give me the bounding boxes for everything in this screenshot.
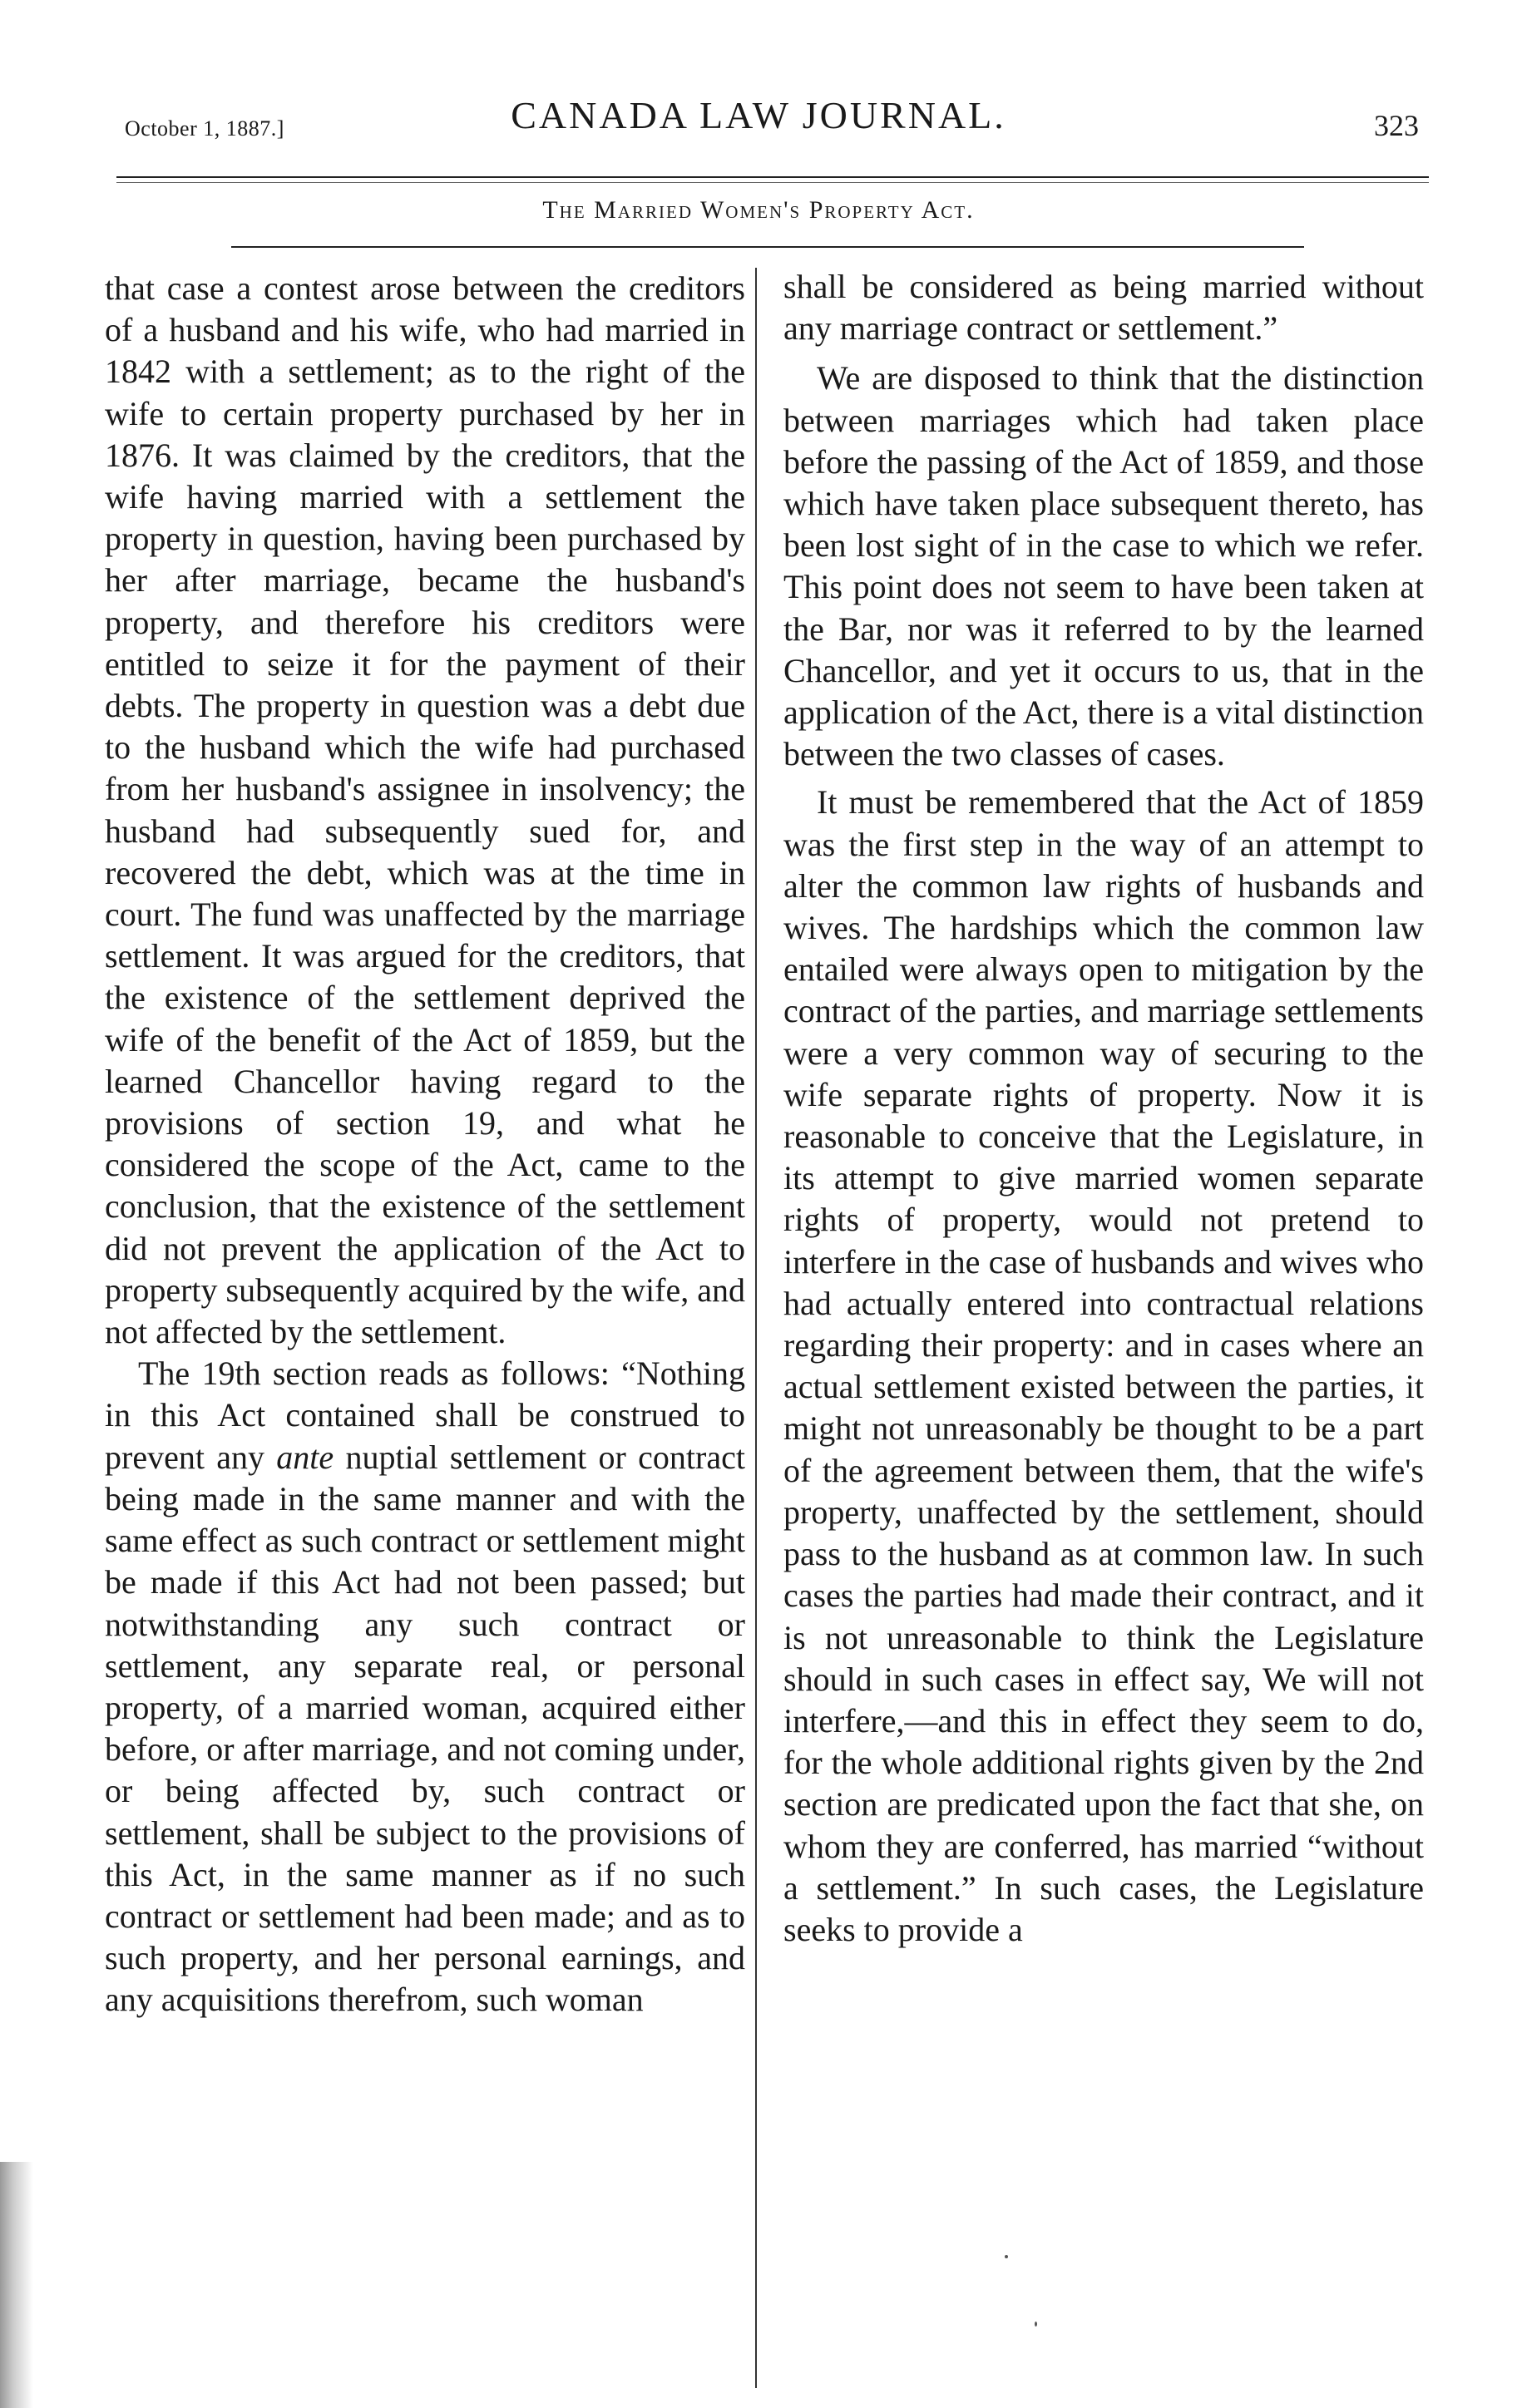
- page-edge-shadow: [0, 2162, 33, 2408]
- right-paragraph-1: shall be considered as being married without any marriage contract or settlement.”: [783, 268, 1424, 348]
- ink-speck: [1035, 2322, 1037, 2327]
- left-column: [105, 268, 745, 2021]
- subhead-rule: [231, 246, 1304, 248]
- right-paragraph-3: It must be remembered that the Act of 1859 was the first step in the way of an attempt to alter the common law rights of husbands and wives. The hardships which the common law entailed were always open to mitigation by the contract of the parties, and marriage settlements were a very common way of securing to the wife separate rights of property. Now it is reasonable to conceive that the Legislature, in its attempt to give married women separate rights of property, would not pretend to interfere in the case of husbands and wives who had actually entered into contractual relations regarding their property: and in cases where an actual settlement existed between the parties, it might not unreasonably be thought to be a part of the agreement between them, that the wife's property, unaffected by the settlement, should pass to the husband as at common law. In such cases the parties had made their contract, and it is not unreasonable to think the Legislature should in such cases in effect say, We will not interfere,—and this in effect they seem to do, for the whole additional rights given by the 2nd section are predicated upon the fact that she, on whom they are conferred, has married “without a settlement.” In such cases, the Legislature seeks to provide a: [783, 783, 1424, 1948]
- header-date: October 1, 1887.]: [125, 116, 284, 141]
- right-column: [783, 266, 1424, 1951]
- left-paragraph-2: [105, 1353, 745, 2021]
- column-divider: [755, 268, 757, 2388]
- ante-emphasis: ante: [276, 1438, 334, 1476]
- right-paragraph-2: We are disposed to think that the distinction between marriages which had taken place before the passing of the Act of 1859, and those which have taken place subsequent thereto, has been lost sight of in the case to which we refer. This point does not seem to have been taken at the Bar, nor was it referred to by the learned Chancellor, and yet it occurs to us, that in the application of the Act, there is a vital distinction between the two classes of cases.: [783, 359, 1424, 773]
- journal-title: CANADA LAW JOURNAL.: [511, 94, 1006, 136]
- left-paragraph-2-start: The 19th section reads as follows: “Nothing in this Act contained shall be construed to prevent any: [105, 1354, 745, 1476]
- ink-speck: [1005, 2255, 1008, 2258]
- left-paragraph-2-end: nuptial settlement or contract being made in the same manner and with the same effect as such contract or settlement might be made if this Act had not been passed; but notwithstanding any such contract or settlement, any separate real, or personal property, of a married woman, acquired either before, or after marriage, and not coming under, or being affected by, such contract or settlement, shall be subject to the provisions of this Act, in the same manner as if no such contract or settlement had been made; and as to such property, and her personal earnings, and any acquisitions therefrom, such woman: [105, 1438, 745, 2019]
- section-heading: The Married Women's Property Act.: [542, 196, 975, 224]
- left-paragraph-1: that case a contest arose between the creditors of a husband and his wife, who had married in 1842 with a settlement; as to the right of the wife to certain property purchased by her in 1876. It was claimed by the creditors, that the wife having married with a settlement the property in question, having been purchased by her after marriage, became the husband's property, and therefore his creditors were entitled to seize it for the payment of their debts. The property in question was a debt due to the husband which the wife had purchased from her husband's assignee in insolvency; the husband had subsequently sued for, and recovered the debt, which was at the time in court. The fund was unaffected by the marriage settlement. It was argued for the creditors, that the existence of the settlement deprived the wife of the benefit of the Act of 1859, but the learned Chancellor having regard to the provisions of section 19, and what he considered the scope of the Act, came to the conclusion, that the existence of the settlement did not prevent the application of the Act to property subsequently acquired by the wife, and not affected by the settlement.: [105, 269, 745, 1351]
- page-number: 323: [1374, 109, 1419, 142]
- header-rule-bottom: [116, 182, 1429, 183]
- header-rule-top: [116, 176, 1429, 178]
